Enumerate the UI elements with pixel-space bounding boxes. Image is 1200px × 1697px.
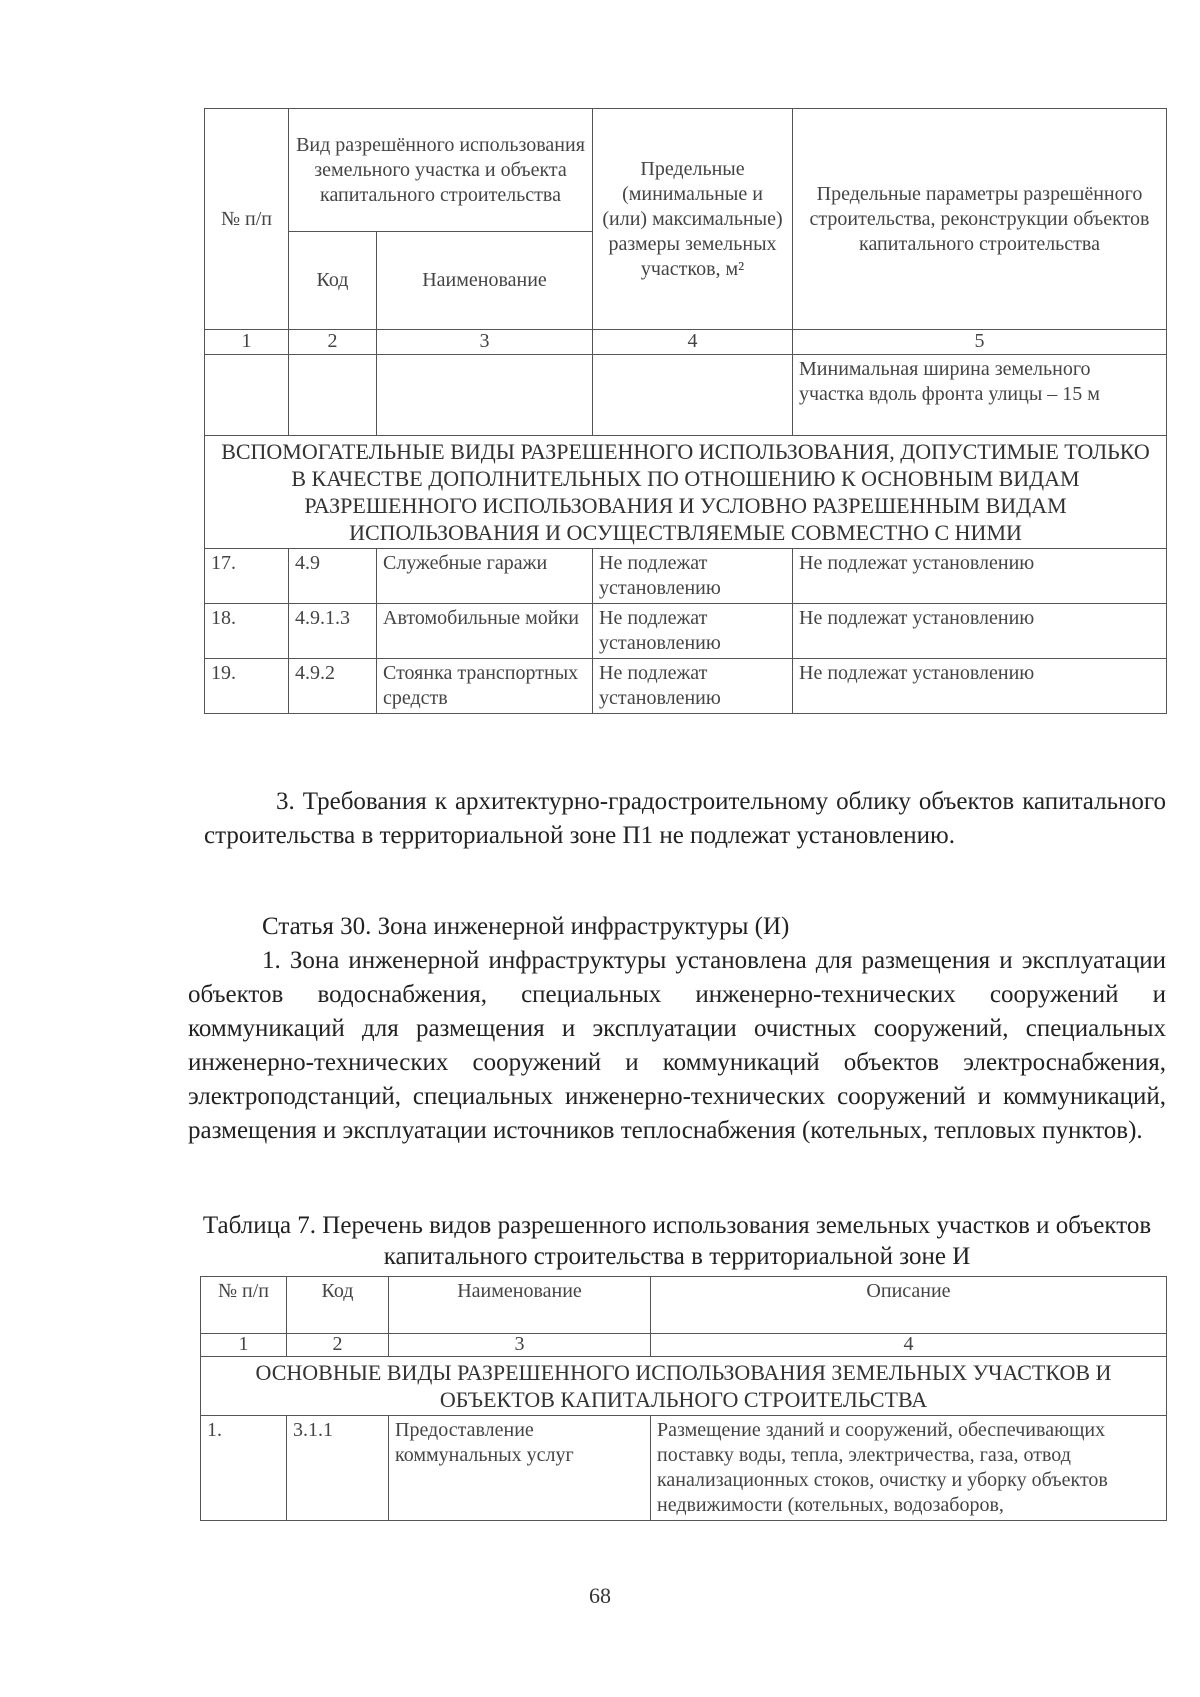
article-30-title: Статья 30. Зона инженерной инфраструктуры (И) — [262, 913, 790, 940]
row-code: 3.1.1 — [287, 1416, 389, 1521]
land-use-table-continued — [204, 108, 1167, 714]
row-sizes: Не подлежат установлению — [593, 659, 793, 714]
params-cell: Минимальная ширина земельного участка вдоль фронта улицы – 15 м — [793, 355, 1167, 436]
page-number: 68 — [589, 1583, 611, 1608]
row-name: Стоянка транспортных средств — [377, 659, 593, 714]
row-code: 4.9.2 — [289, 659, 377, 714]
col-number: 2 — [287, 1334, 389, 1357]
article-30-paragraph-1: 1. Зона инженерной инфраструктуры установлена для размещения и эксплуатации объектов водоснабжения, специальных инженерно-технических сооружений и коммуникаций для размещения и эксплуатации очистных сооружений, специальных инженерно-технических сооружений и коммуникаций объектов электроснабжения, электроподстанций, специальных инженерно-технических сооружений и коммуникаций, размещения и эксплуатации источников теплоснабжения (котельных, тепловых пунктов). — [188, 947, 1166, 1144]
col-number: 1 — [205, 330, 289, 355]
header-name: Наименование — [389, 1277, 651, 1334]
table-row — [201, 1416, 1167, 1521]
col-number: 5 — [793, 330, 1167, 355]
header-vid: Вид разрешённого использования земельного участка и объекта капитального строительства — [289, 109, 593, 232]
row-code: 4.9.1.3 — [289, 604, 377, 659]
row-params: Не подлежат установлению — [793, 604, 1167, 659]
row-sizes: Не подлежат установлению — [593, 549, 793, 604]
row-name: Предоставление коммунальных услуг — [389, 1416, 651, 1521]
row-desc: Размещение зданий и сооружений, обеспечивающих поставку воды, тепла, электричества, газа, отвод канализационных стоков, очистку и уборку объектов недвижимости (котельных, водозаборов, — [651, 1416, 1167, 1521]
land-use-table-7 — [200, 1276, 1167, 1521]
row-sizes: Не подлежат установлению — [593, 604, 793, 659]
header-code: Код — [287, 1277, 389, 1334]
paragraph-3: 3. Требования к архитектурно-градостроительному облику объектов капитального строительства в территориальной зоне П1 не подлежат установлению. — [204, 788, 1166, 849]
row-name: Автомобильные мойки — [377, 604, 593, 659]
col-number: 4 — [651, 1334, 1167, 1357]
section-banner: ОСНОВНЫЕ ВИДЫ РАЗРЕШЕННОГО ИСПОЛЬЗОВАНИЯ ЗЕМЕЛЬНЫХ УЧАСТКОВ И ОБЪЕКТОВ КАПИТАЛЬНОГО СТРОИТЕЛЬСТВА — [201, 1357, 1167, 1416]
table-row — [205, 355, 1167, 436]
col-number: 1 — [201, 1334, 287, 1357]
header-num: № п/п — [205, 109, 289, 330]
table-row — [205, 659, 1167, 714]
row-params: Не подлежат установлению — [793, 549, 1167, 604]
col-number: 4 — [593, 330, 793, 355]
row-name: Служебные гаражи — [377, 549, 593, 604]
col-number: 3 — [377, 330, 593, 355]
col-number: 2 — [289, 330, 377, 355]
header-num: № п/п — [201, 1277, 287, 1334]
section-banner: ВСПОМОГАТЕЛЬНЫЕ ВИДЫ РАЗРЕШЕННОГО ИСПОЛЬЗОВАНИЯ, ДОПУСТИМЫЕ ТОЛЬКО В КАЧЕСТВЕ ДОПОЛНИТЕЛЬНЫХ ПО ОТНОШЕНИЮ К ОСНОВНЫМ ВИДАМ РАЗРЕШЕННОГО ИСПОЛЬЗОВАНИЯ И УСЛОВНО РАЗРЕШЕННЫМ ВИДАМ ИСПОЛЬЗОВАНИЯ И ОСУЩЕСТВЛЯЕМЫЕ СОВМЕСТНО С НИМИ — [205, 436, 1167, 549]
table-row — [205, 604, 1167, 659]
row-num: 1. — [201, 1416, 287, 1521]
header-code: Код — [289, 232, 377, 330]
row-num: 18. — [205, 604, 289, 659]
row-code: 4.9 — [289, 549, 377, 604]
header-sizes: Предельные (минимальные и (или) максимальные) размеры земельных участков, м² — [593, 109, 793, 330]
header-desc: Описание — [651, 1277, 1167, 1334]
row-num: 17. — [205, 549, 289, 604]
table-row — [205, 549, 1167, 604]
col-number: 3 — [389, 1334, 651, 1357]
table-7-caption: Таблица 7. Перечень видов разрешенного использования земельных участков и объектов капитального строительства в территориальной зоне И — [202, 1212, 1152, 1270]
row-num: 19. — [205, 659, 289, 714]
header-params: Предельные параметры разрешённого строительства, реконструкции объектов капитального строительства — [793, 109, 1167, 330]
row-params: Не подлежат установлению — [793, 659, 1167, 714]
header-name: Наименование — [377, 232, 593, 330]
